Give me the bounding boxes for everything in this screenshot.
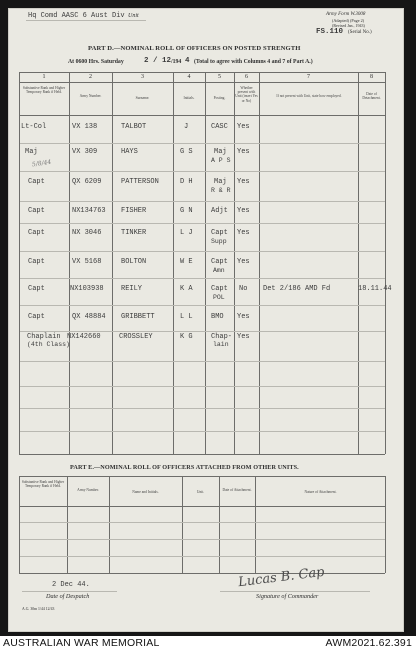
row-9-posting: Chap- [211,333,233,341]
row-5-army-number: NX 3046 [72,229,102,237]
row-4-surname: FISHER [121,207,147,215]
e-col-header-attachment-nature: Nature of Attachment. [304,490,337,494]
row-6-present: Yes [237,258,250,266]
table-e-col-divider-2 [109,476,110,573]
row-rule [20,431,385,432]
table-d-col-divider-2 [112,72,113,454]
serial-label: (Serial No.) [348,30,372,35]
row-2-army-number: VX 309 [72,148,98,156]
row-8-army-number: QX 48884 [72,313,106,321]
accession-number: AWM2021.62.391 [325,637,412,649]
row-7-posting-line2: POL [213,294,225,301]
row-rule [20,408,385,409]
despatch-label: Date of Despatch [46,593,90,600]
row-rule [20,305,385,306]
table-e-header-bottom-border [19,506,385,507]
row-8-rank: Capt [28,313,45,321]
row-rule [20,201,385,202]
col-number-2: 2 [89,74,92,80]
table-e-col-divider-3 [182,476,183,573]
row-1-posting: CASC [211,123,228,131]
row-8-initials: L L [180,313,193,321]
table-e-col-divider-4 [219,476,220,573]
row-1-initials: J [184,123,189,131]
muster-time: At 0600 Hrs. Saturday [68,59,124,65]
table-d-top-border [19,72,385,73]
col-number-5: 5 [218,74,221,80]
unit-underline [26,20,146,21]
row-3-army-number: QX 6209 [72,178,102,186]
table-e-col-divider-5 [255,476,256,573]
row-9-rank: Chaplain [27,333,61,341]
table-d-col-divider-7 [358,72,359,454]
commander-label: Signature of Commander [256,593,319,600]
caption-bar [0,636,416,653]
row-9-rank-class: (4th Class) [27,341,70,348]
row-1-present: Yes [237,123,250,131]
col-header-detachment-date: Date of Detachment. [362,92,381,101]
row-rule [20,331,385,332]
table-e-left-border [19,476,20,573]
row-8-present: Yes [237,313,250,321]
table-d-left-border [19,72,20,454]
row-4-initials: G N [180,207,193,215]
row-4-army-number: NX134763 [72,207,106,215]
table-e-col-divider-1 [67,476,68,573]
table-e-bottom-border [19,573,385,574]
col-number-7: 7 [307,74,310,80]
e-col-header-unit: Unit. [196,490,205,494]
form-adapted: (Adapted) (Page 2) [332,18,365,23]
part-e-title: PART E.—NOMINAL ROLL OF OFFICERS ATTACHED FROM OTHER UNITS. [70,464,299,471]
col-header-initials: Initials. [183,96,195,100]
row-7-initials: K A [180,285,193,293]
table-d-number-row-border [19,82,385,83]
table-e-right-border [385,476,386,573]
row-9-initials: K G [180,333,193,341]
row-rule [20,386,385,387]
table-d-col-divider-4 [205,72,206,454]
row-rule [20,539,385,540]
table-e-top-border [19,476,385,477]
unit-label: Unit [128,13,139,19]
row-2-present: Yes [237,148,250,156]
form-revised: (Revised Jan., 1943) [332,23,365,28]
row-1-rank: Lt-Col [21,123,47,131]
e-col-header-army-number: Army Number. [77,488,99,492]
row-6-surname: BOLTON [121,258,147,266]
row-6-posting: Capt [211,258,228,266]
row-rule [20,522,385,523]
row-rule [20,223,385,224]
table-d-header-bottom-border [19,115,385,116]
row-rule [20,556,385,557]
row-5-rank: Capt [28,229,45,237]
col-number-8: 8 [370,74,373,80]
row-3-present: Yes [237,178,250,186]
row-5-surname: TINKER [121,229,147,237]
table-d-bottom-border [19,454,385,455]
table-d-col-divider-5 [234,72,235,454]
row-4-posting: Adjt [211,207,228,215]
unit-name: Hq Comd AASC 6 Aust Div [28,12,125,20]
row-7-army-number: NX103938 [70,285,104,293]
row-7-rank: Capt [28,285,45,293]
row-3-surname: PATTERSON [121,178,159,186]
row-2-rank: Maj [25,148,38,156]
row-7-present: No [239,285,248,293]
row-6-initials: W E [180,258,193,266]
muster-date: 2 / 12 [144,57,172,65]
e-col-header-attachment-date: Date of Attachment. [222,488,252,492]
row-3-rank: Capt [28,178,45,186]
row-rule [20,171,385,172]
row-7-surname: REILY [121,285,143,293]
commander-signature: Lucas B. Cap [237,564,326,591]
col-header-present: Whether present with Unit (insert Yes or No) [235,86,258,103]
row-7-detachment-date: 18.11.44 [358,285,392,293]
row-4-rank: Capt [28,207,45,215]
form-number: Army Form W.3008 [326,12,366,17]
col-number-3: 3 [141,74,144,80]
row-5-initials: L J [180,229,193,237]
muster-total-note: (Total to agree with Columns 4 and 7 of Part A.) [194,59,313,65]
printer-mark: A.G. 30m 1/44 12/43 [22,607,55,611]
row-6-army-number: VX 5168 [72,258,102,266]
col-header-rank: Substantive Rank and Higher Temporary Rank if Held. [22,86,66,95]
despatch-underline [22,591,117,592]
row-rule [20,143,385,144]
row-8-surname: GRIBBETT [121,313,155,321]
part-d-title: PART D.—NOMINAL ROLL OF OFFICERS ON POSTED STRENGTH [88,45,301,52]
signature-underline [220,591,370,592]
row-3-posting-line2: R & R [211,187,231,194]
row-9-army-number: NX142660 [67,333,101,341]
col-header-employed: If not present with Unit, state how employed. [276,94,342,98]
row-9-posting-line2: lain [213,341,229,348]
row-2-posting: Maj [214,148,227,156]
col-header-posting: Posting. [213,96,226,100]
row-4-present: Yes [237,207,250,215]
col-header-army-number: Army Number. [79,94,102,98]
row-5-posting-line2: Supp [211,238,227,245]
row-7-posting: Capt [211,285,228,293]
row-2-posting-line2: A P S [211,157,231,164]
row-9-surname: CROSSLEY [119,333,153,341]
row-8-posting: BMO [211,313,224,321]
row-rule [20,251,385,252]
col-number-4: 4 [187,74,191,80]
row-rule [20,361,385,362]
col-header-surname: Surname. [135,96,150,100]
e-col-header-rank: Substantive Rank and Higher Temporary Rank if Held. [21,480,65,489]
row-3-posting: Maj [214,178,227,186]
table-d-col-divider-3 [173,72,174,454]
e-col-header-name: Name and Initials. [132,490,159,494]
row-1-surname: TALBOT [121,123,147,131]
table-d-col-divider-6 [259,72,260,454]
table-d-right-border [385,72,386,454]
row-6-rank: Capt [28,258,45,266]
row-3-initials: D H [180,178,193,186]
despatch-date: 2 Dec 44. [52,581,90,589]
col-number-6: 6 [245,74,248,80]
pencil-annotation: 5/8/44 [31,158,52,169]
table-d-col-divider-1 [69,72,70,454]
col-number-1: 1 [42,74,46,80]
serial-number: FS.110 [316,28,344,36]
row-7-employed: Det 2/186 AMD Fd [263,285,331,293]
muster-year-digit: 4 [185,57,190,65]
row-5-posting: Capt [211,229,228,237]
muster-year-prefix: /194 [171,59,182,65]
row-2-surname: HAYS [121,148,138,156]
row-6-posting-line2: Amn [213,267,225,274]
row-1-army-number: VX 138 [72,123,98,131]
row-2-initials: G S [180,148,193,156]
row-5-present: Yes [237,229,250,237]
archive-name: AUSTRALIAN WAR MEMORIAL [3,637,160,649]
row-rule [20,278,385,279]
form-sheet [8,8,404,632]
row-9-present: Yes [237,333,250,341]
